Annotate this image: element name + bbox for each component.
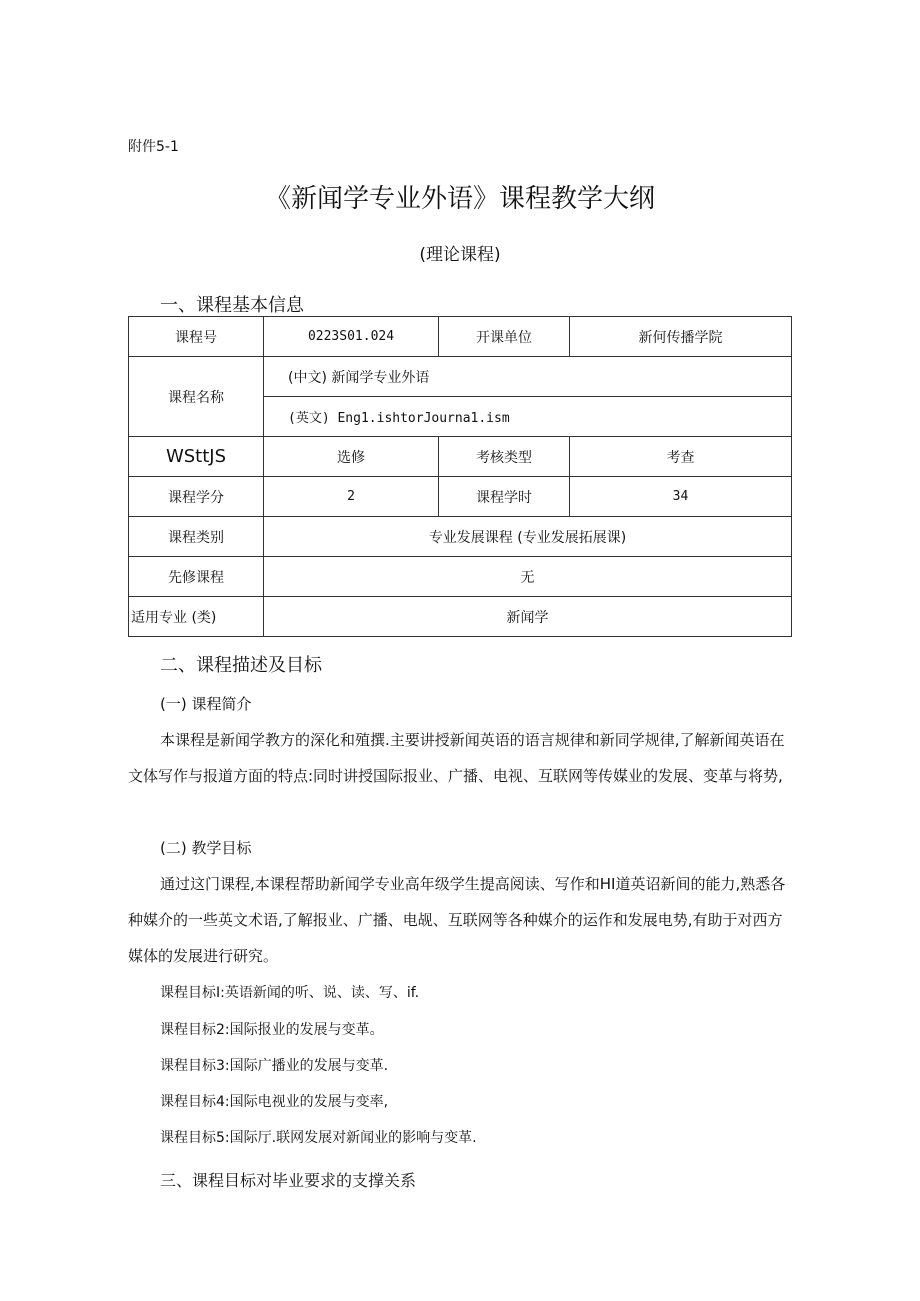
cell-name-cn: (中文) 新闻学专业外语 xyxy=(264,357,792,397)
cell-course-no-label: 课程号 xyxy=(129,317,264,357)
section-heading-description: 二、课程描述及目标 xyxy=(160,655,322,676)
cell-hours-label: 课程学时 xyxy=(439,477,570,517)
cell-dept-label: 开课单位 xyxy=(439,317,570,357)
cell-credit-label: 课程学分 xyxy=(129,477,264,517)
cell-name-label: 课程名称 xyxy=(129,357,264,437)
goal-item: 课程目标2:国际报业的发展与变革。 xyxy=(160,1022,384,1038)
table-row xyxy=(129,517,792,557)
paragraph-intro: 本课程是新闻学教方的深化和殖撰.主要讲授新闻英语的语言规律和新同学规律,了解新闻英语在文体写作与报道方面的特点:同时讲授国际报业、广播、电视、互联网等传媒业的发展、变革与将势, xyxy=(128,731,785,785)
cell-category: 专业发展课程 (专业发展拓展课) xyxy=(264,517,792,557)
document-subtitle: (理论课程) xyxy=(419,245,501,265)
goal-item: 课程目标3:国际广播业的发展与变革. xyxy=(160,1058,389,1074)
section-heading-support: 三、课程目标对毕业要求的支撑关系 xyxy=(160,1171,417,1190)
table-row xyxy=(129,557,792,597)
paragraph-goals: 通过这门课程,本课程帮助新闻学专业高年级学生提高阅读、写作和HI道英诏新间的能力,熟悉各种媒介的一些英文术语,了解报业、广播、电觇、互联网等各种媒介的运作和发展电势,有助于对西方媒体的发展进行研究。 xyxy=(128,875,786,965)
cell-name-en: (英文) Eng1.ishtorJourna1.ism xyxy=(264,397,792,437)
table-row xyxy=(129,317,792,357)
cell-nature-label: WSttJS xyxy=(129,437,264,477)
document-title: 《新闻学专业外语》课程教学大纲 xyxy=(264,184,655,214)
attachment-label: 附件5-1 xyxy=(128,139,179,155)
cell-exam-label: 考核类型 xyxy=(439,437,570,477)
cell-prereq-label: 先修课程 xyxy=(129,557,264,597)
goal-item: 课程目标I:英语新闻的听、说、读、写、if. xyxy=(160,985,420,1001)
goal-item: 课程目标4:国际电视业的发展与变率, xyxy=(160,1094,389,1110)
section-heading-basic-info: 一、课程基本信息 xyxy=(160,295,304,316)
cell-prereq: 无 xyxy=(264,557,792,597)
cell-nature: 选修 xyxy=(264,437,439,477)
cell-category-label: 课程类别 xyxy=(129,517,264,557)
cell-credit: 2 xyxy=(264,477,439,517)
cell-hours: 34 xyxy=(570,477,792,517)
table-row xyxy=(129,597,792,637)
table-row xyxy=(129,437,792,477)
goal-item: 课程目标5:国际厅.联网发展对新闻业的影响与变革. xyxy=(160,1130,477,1146)
table-row xyxy=(129,357,792,397)
table-row xyxy=(129,477,792,517)
cell-major: 新闻学 xyxy=(264,597,792,637)
cell-dept: 新何传播学院 xyxy=(570,317,792,357)
subheading-goals: (二) 教学目标 xyxy=(160,839,252,857)
subheading-intro: (一) 课程简介 xyxy=(160,695,252,713)
course-info-table xyxy=(128,316,792,637)
cell-exam: 考查 xyxy=(570,437,792,477)
cell-course-no: 0223S01.024 xyxy=(264,317,439,357)
cell-major-label: 适用专业 (类) xyxy=(129,597,264,637)
